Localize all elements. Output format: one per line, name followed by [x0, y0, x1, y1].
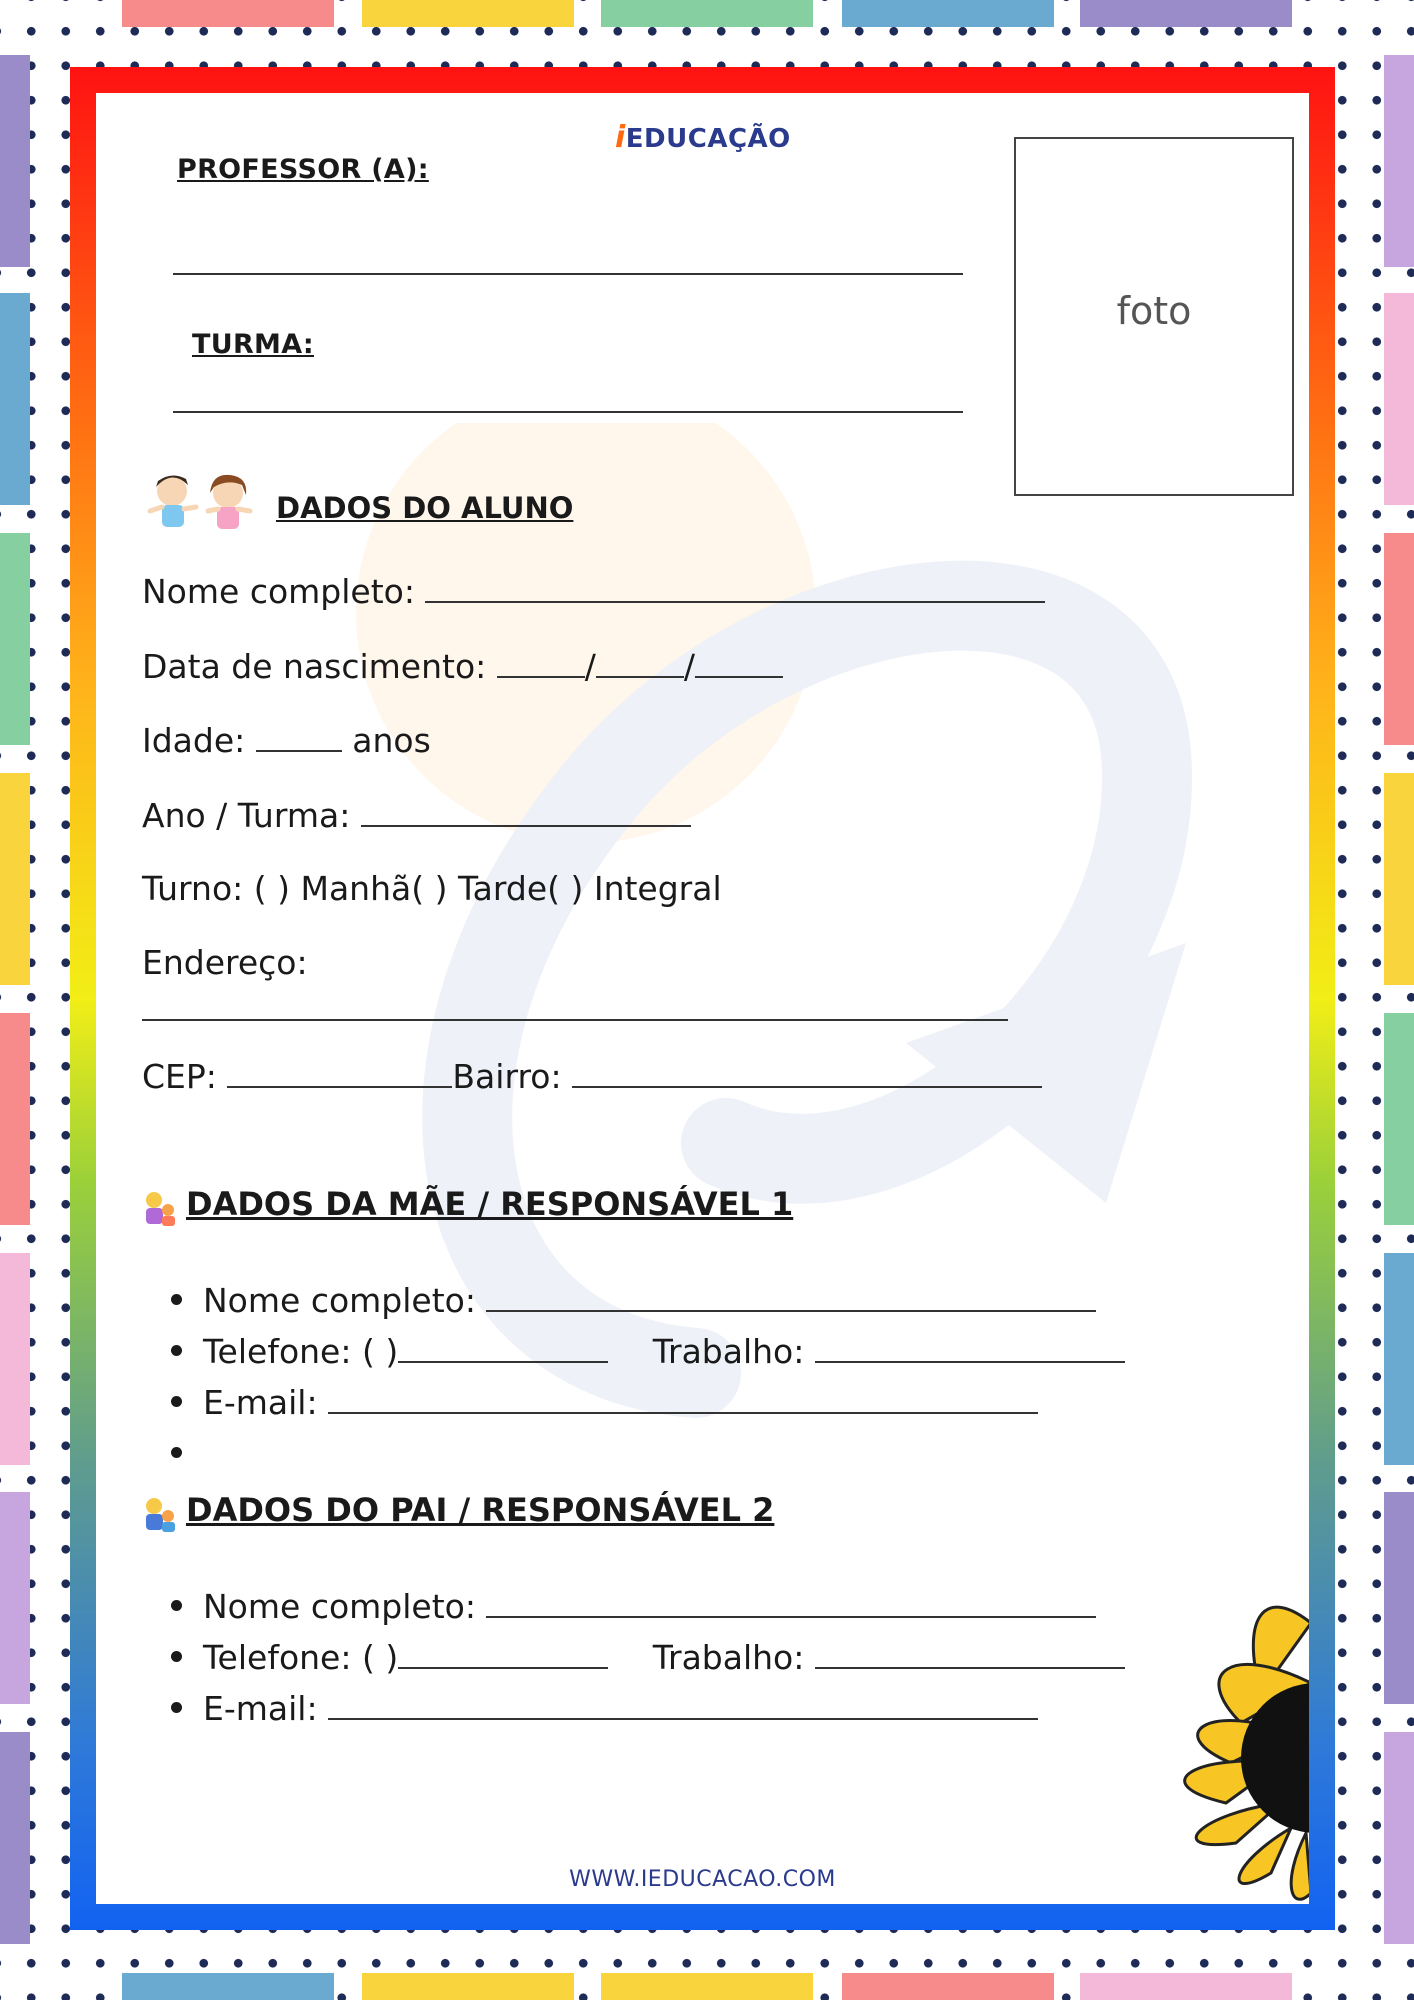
pai-telefone-label: Telefone: ( )	[203, 1638, 399, 1677]
brand-logo-name: EDUCAÇÃO	[625, 124, 791, 154]
birth-day-blank[interactable]	[497, 646, 585, 678]
mae-trabalho-blank[interactable]	[815, 1331, 1125, 1363]
decor-strip-top-2	[362, 0, 574, 27]
photo-box[interactable]	[1014, 137, 1294, 496]
pai-telefone-blank[interactable]	[398, 1637, 608, 1669]
decor-strip-left-5	[0, 1013, 30, 1225]
mae-telefone-line	[203, 1331, 1125, 1371]
pai-trabalho-label: Trabalho:	[652, 1638, 805, 1677]
professor-blank[interactable]	[173, 273, 963, 275]
pai-email-label: E-mail:	[203, 1689, 318, 1728]
aluno-section-title: DADOS DO ALUNO	[276, 491, 574, 525]
mae-trabalho-label: Trabalho:	[652, 1332, 805, 1371]
pai-nome-blank[interactable]	[486, 1586, 1096, 1618]
birth-year-blank[interactable]	[695, 646, 783, 678]
pai-bullet-3	[171, 1702, 182, 1713]
mae-email-label: E-mail:	[203, 1383, 318, 1422]
photo-label: foto	[1116, 289, 1192, 333]
decor-strip-top-3	[601, 0, 813, 27]
father-child-icon	[142, 1496, 178, 1532]
rainbow-frame	[70, 67, 1335, 1930]
decor-strip-right-8	[1384, 1732, 1414, 1944]
aluno-nome-blank[interactable]	[425, 571, 1045, 603]
children-icon	[142, 471, 262, 533]
decor-strip-right-3	[1384, 533, 1414, 745]
decor-strip-right-6	[1384, 1253, 1414, 1465]
decor-strip-left-3	[0, 533, 30, 745]
decor-strip-right-7	[1384, 1492, 1414, 1704]
decor-strip-left-7	[0, 1492, 30, 1704]
pai-nome-line	[203, 1586, 1096, 1626]
website-footer[interactable]: WWW.IEDUCACAO.COM	[569, 1867, 836, 1892]
mae-email-line	[203, 1382, 1038, 1422]
turma-blank[interactable]	[173, 411, 963, 413]
aluno-idade-blank[interactable]	[256, 720, 342, 752]
decor-strip-top-4	[842, 0, 1054, 27]
decor-strip-left-6	[0, 1253, 30, 1465]
decor-strip-right-2	[1384, 293, 1414, 505]
pai-bullet-2	[171, 1651, 182, 1662]
aluno-nascimento-label: Data de nascimento:	[142, 647, 487, 686]
aluno-bairro-blank[interactable]	[572, 1056, 1042, 1088]
decor-strip-top-5	[1080, 0, 1292, 27]
mae-telefone-label: Telefone: ( )	[203, 1332, 399, 1371]
aluno-nascimento-line: Data de nascimento: / /	[142, 646, 783, 686]
decor-strip-bottom-1	[122, 1973, 334, 2000]
decor-strip-bottom-2	[362, 1973, 574, 2000]
aluno-idade-line	[142, 720, 431, 760]
decor-strip-bottom-5	[1080, 1973, 1292, 2000]
pai-section-title: DADOS DO PAI / RESPONSÁVEL 2	[186, 1491, 775, 1529]
aluno-turno-line[interactable]: Turno: ( ) Manhã( ) Tarde( ) Integral	[142, 869, 722, 908]
mae-bullet-4	[171, 1447, 182, 1458]
aluno-idade-unit: anos	[352, 721, 431, 760]
mae-telefone-blank[interactable]	[398, 1331, 608, 1363]
pai-telefone-line	[203, 1637, 1125, 1677]
brand-logo-prefix: i	[615, 120, 626, 155]
pai-email-blank[interactable]	[328, 1688, 1038, 1720]
birth-month-blank[interactable]	[596, 646, 684, 678]
decor-strip-left-4	[0, 773, 30, 985]
turma-label: TURMA:	[192, 329, 314, 360]
decor-strip-left-8	[0, 1732, 30, 1944]
aluno-endereco-label: Endereço:	[142, 943, 308, 982]
pai-bullet-1	[171, 1600, 182, 1611]
aluno-ano-turma-label: Ano / Turma:	[142, 796, 351, 835]
aluno-cep-bairro-line	[142, 1056, 1042, 1096]
decor-strip-left-1	[0, 55, 30, 267]
aluno-nome-label: Nome completo:	[142, 572, 415, 611]
mae-bullet-2	[171, 1345, 182, 1356]
pai-email-line	[203, 1688, 1038, 1728]
mae-bullet-1	[171, 1294, 182, 1305]
aluno-cep-label: CEP:	[142, 1057, 217, 1096]
decor-strip-right-4	[1384, 773, 1414, 985]
mae-email-blank[interactable]	[328, 1382, 1038, 1414]
mae-nome-label: Nome completo:	[203, 1281, 476, 1320]
decor-strip-left-2	[0, 293, 30, 505]
aluno-idade-label: Idade:	[142, 721, 246, 760]
professor-label: PROFESSOR (A):	[177, 154, 429, 185]
decor-strip-bottom-3	[601, 1973, 813, 2000]
sunflower-icon	[1141, 1583, 1309, 1904]
decor-strip-right-5	[1384, 1013, 1414, 1225]
mother-child-icon	[142, 1190, 178, 1226]
mae-nome-blank[interactable]	[486, 1280, 1096, 1312]
decor-strip-right-1	[1384, 55, 1414, 267]
brand-logo	[615, 120, 791, 155]
pai-nome-label: Nome completo:	[203, 1587, 476, 1626]
aluno-nome-line	[142, 571, 1045, 611]
aluno-endereco-blank[interactable]	[142, 1019, 1008, 1021]
aluno-ano-turma-line	[142, 795, 691, 835]
pai-trabalho-blank[interactable]	[815, 1637, 1125, 1669]
mae-section-title: DADOS DA MÃE / RESPONSÁVEL 1	[186, 1185, 794, 1223]
aluno-bairro-label: Bairro:	[452, 1057, 562, 1096]
aluno-ano-turma-blank[interactable]	[361, 795, 691, 827]
form-sheet	[96, 93, 1309, 1904]
mae-nome-line	[203, 1280, 1096, 1320]
mae-bullet-3	[171, 1396, 182, 1407]
decor-strip-top-1	[122, 0, 334, 27]
decor-strip-bottom-4	[842, 1973, 1054, 2000]
aluno-cep-blank[interactable]	[227, 1056, 452, 1088]
